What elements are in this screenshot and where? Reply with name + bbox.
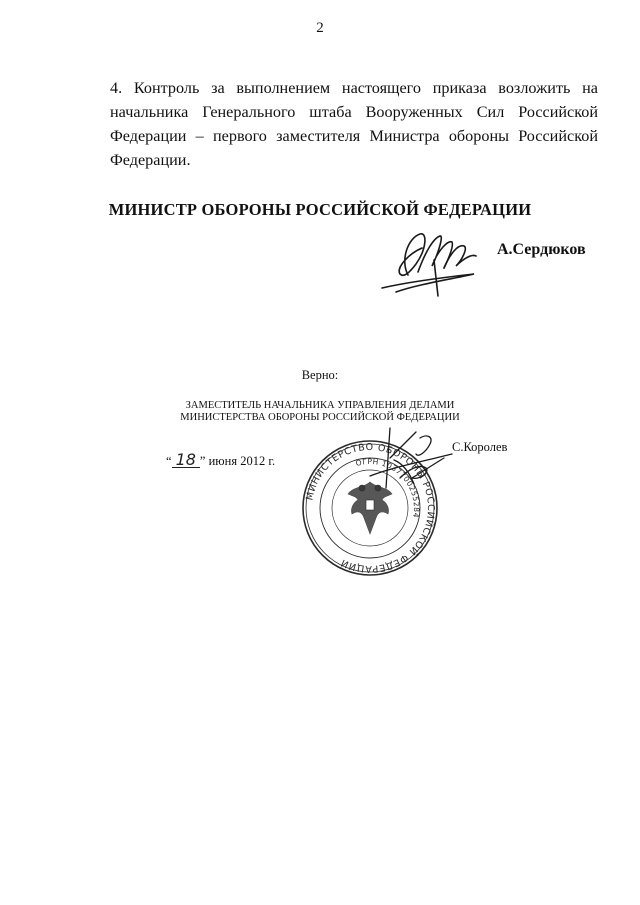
date-rest: июня 2012 г. <box>205 454 276 468</box>
deputy-position-line-1: ЗАМЕСТИТЕЛЬ НАЧАЛЬНИКА УПРАВЛЕНИЯ ДЕЛАМИ <box>185 400 455 411</box>
certified-label: Верно: <box>301 368 339 382</box>
signatory-name: А.Сердюков <box>497 241 586 258</box>
deputy-signature-icon <box>360 418 460 508</box>
seal-outer-text: МИНИСТЕРСТВО ОБОРОНЫ РОССИЙСКОЙ ФЕДЕРАЦИИ <box>304 441 437 575</box>
seal-inner-text: ОГРН 1037700255284 <box>354 456 422 519</box>
signatory-title: МИНИСТР ОБОРОНЫ РОССИЙСКОЙ ФЕДЕРАЦИИ <box>108 200 532 219</box>
certification-date <box>166 450 276 469</box>
minister-signature-icon <box>378 220 488 300</box>
clause-paragraph: 4. Контроль за выполнением настоящего приказа возложить на начальника Генерального штаба Вооруженных Сил Российской Федерации – первого заместителя Министра обороны Российской Федерации. <box>110 79 598 169</box>
date-day: 18 <box>172 453 200 468</box>
deputy-name: С.Королев <box>452 440 508 454</box>
page-number: 2 <box>316 20 324 36</box>
deputy-position-line-2: МИНИСТЕРСТВА ОБОРОНЫ РОССИЙСКОЙ ФЕДЕРАЦИИ <box>180 412 460 423</box>
date-close-quote: ” <box>199 454 206 468</box>
date-open-quote: “ <box>166 454 172 468</box>
